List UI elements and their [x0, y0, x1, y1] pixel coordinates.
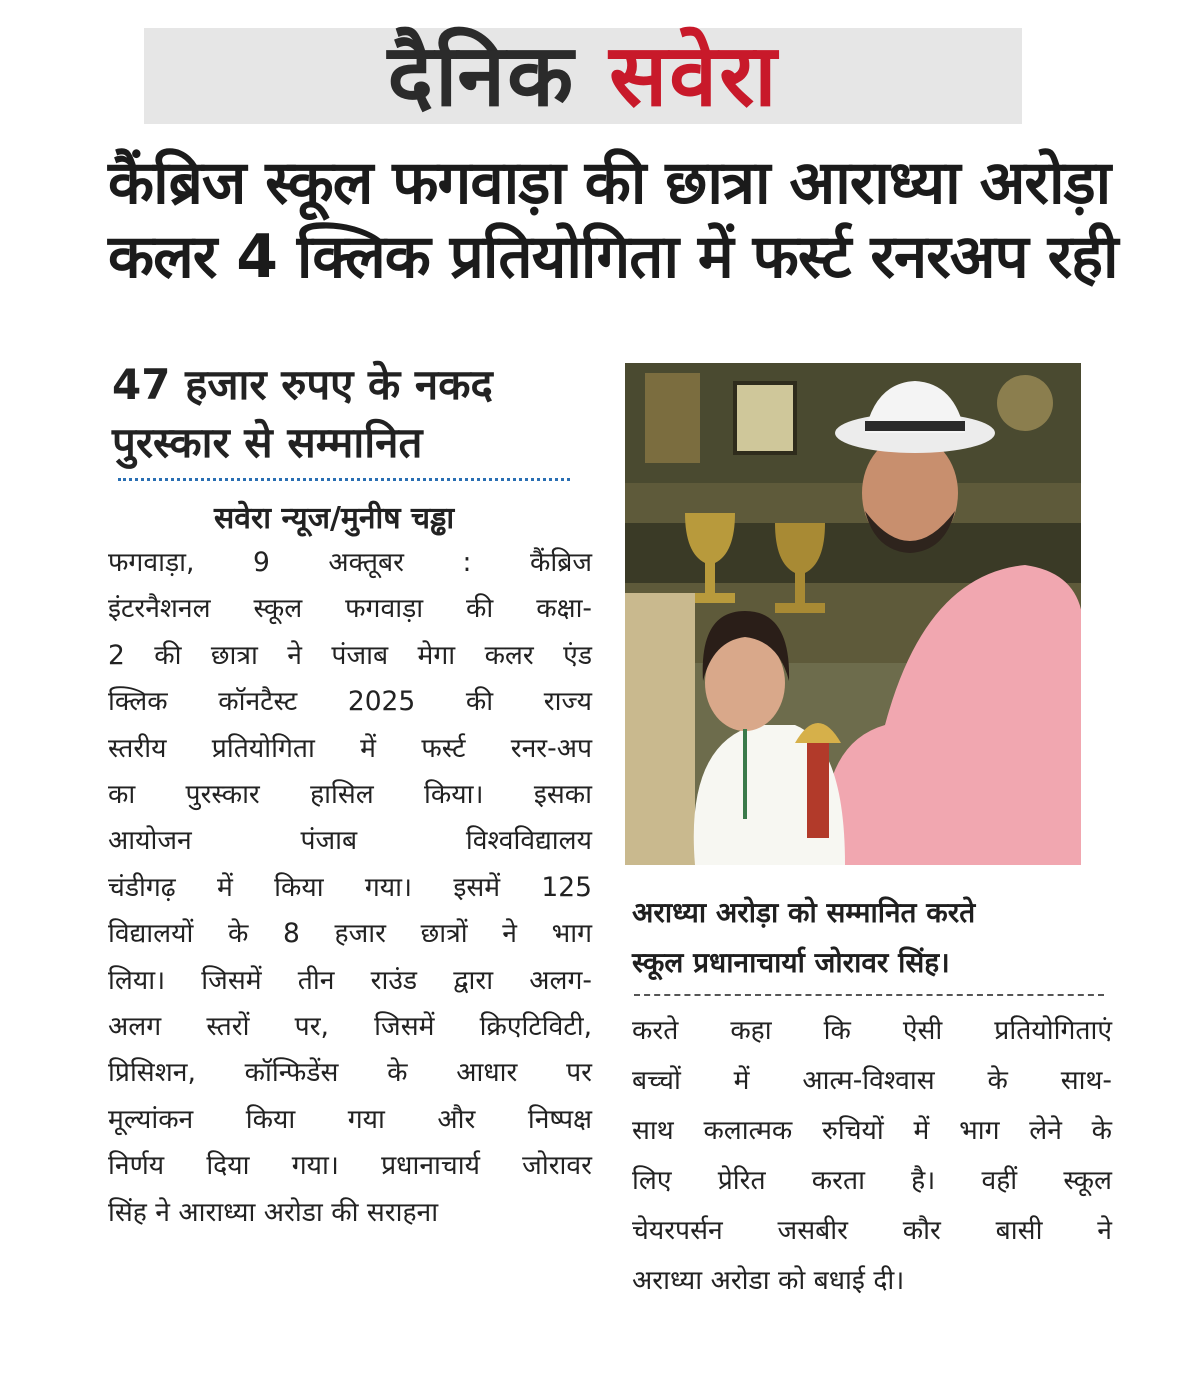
byline: सवेरा न्यूज/मुनीष चड्ढा — [214, 501, 455, 536]
masthead-word-dainik: दैनिक — [387, 26, 576, 126]
subheadline — [112, 356, 612, 472]
wall-frame-icon — [735, 383, 795, 453]
headline-line-1: कैंब्रिज स्कूल फगवाड़ा की छात्रा आराध्या अरोड़ा — [108, 148, 1111, 218]
body-line: सिंह ने आराध्या अरोडा की सराहना — [108, 1196, 439, 1228]
article-body-left — [108, 540, 592, 1236]
caption-divider — [634, 994, 1104, 996]
photo-caption — [632, 888, 1102, 988]
body-line: साथ कलात्मक रुचियों में भाग लेने के — [632, 1115, 1112, 1146]
news-photo — [625, 363, 1081, 865]
body-line: मूल्यांकन किया गया और निष्पक्ष — [108, 1103, 592, 1135]
side-cabinet — [625, 593, 695, 865]
headline-line-2: कलर 4 क्लिक प्रतियोगिता में फर्स्ट रनरअप रही — [108, 222, 1118, 292]
shelf-plaque-icon — [645, 373, 700, 463]
body-line: प्रिसिशन, कॉन्फिडेंस के आधार पर — [108, 1057, 592, 1089]
body-line: अलग स्तरों पर, जिसमें क्रिएटिविटी, — [108, 1011, 592, 1043]
body-line: चेयरपर्सन जसबीर कौर बासी ने — [632, 1215, 1112, 1246]
body-line: का पुरस्कार हासिल किया। इसका — [108, 779, 592, 811]
body-line: क्लिक कॉनटैस्ट 2025 की राज्य — [108, 686, 592, 718]
body-line: बच्चों में आत्म-विश्वास के साथ- — [632, 1065, 1112, 1096]
subheadline-line-2: पुरस्कार से सम्मानित — [112, 418, 423, 467]
body-line: फगवाड़ा, 9 अक्तूबर : कैंब्रिज — [108, 547, 592, 578]
body-line: लिया। जिसमें तीन राउंड द्वारा अलग- — [108, 964, 592, 996]
hat-band — [865, 421, 965, 431]
masthead — [144, 28, 1022, 124]
body-line: इंटरनैशनल स्कूल फगवाड़ा की कक्षा- — [108, 593, 592, 625]
photo-illustration — [625, 363, 1081, 865]
body-line: अराध्या अरोडा को बधाई दी। — [632, 1265, 905, 1296]
body-line: चंडीगढ़ में किया गया। इसमें 125 — [108, 871, 592, 903]
masthead-word-savera: सवेरा — [609, 26, 779, 126]
body-line: स्तरीय प्रतियोगिता में फर्स्ट रनर-अप — [108, 732, 592, 764]
article-body-right — [632, 1006, 1112, 1306]
body-line: करते कहा कि ऐसी प्रतियोगिताएं — [632, 1015, 1112, 1046]
caption-line-2: स्कूल प्रधानाचार्या जोरावर सिंह। — [632, 946, 950, 979]
held-trophy-icon — [807, 743, 829, 838]
wall-clock-icon — [997, 375, 1053, 431]
subheadline-line-1: 47 हजार रुपए के नकद — [112, 360, 493, 409]
body-line: लिए प्रेरित करता है। वहीं स्कूल — [632, 1165, 1112, 1196]
body-line: 2 की छात्रा ने पंजाब मेगा कलर एंड — [108, 639, 592, 671]
body-line: निर्णय दिया गया। प्रधानाचार्य जोरावर — [108, 1150, 592, 1182]
subheadline-divider — [118, 478, 570, 481]
body-line: आयोजन पंजाब विश्वविद्यालय — [108, 825, 592, 857]
body-line: विद्यालयों के 8 हजार छात्रों ने भाग — [108, 918, 592, 950]
headline — [108, 146, 1118, 294]
girl-lanyard — [743, 729, 747, 819]
caption-line-1: अराध्या अरोड़ा को सम्मानित करते — [632, 896, 976, 929]
